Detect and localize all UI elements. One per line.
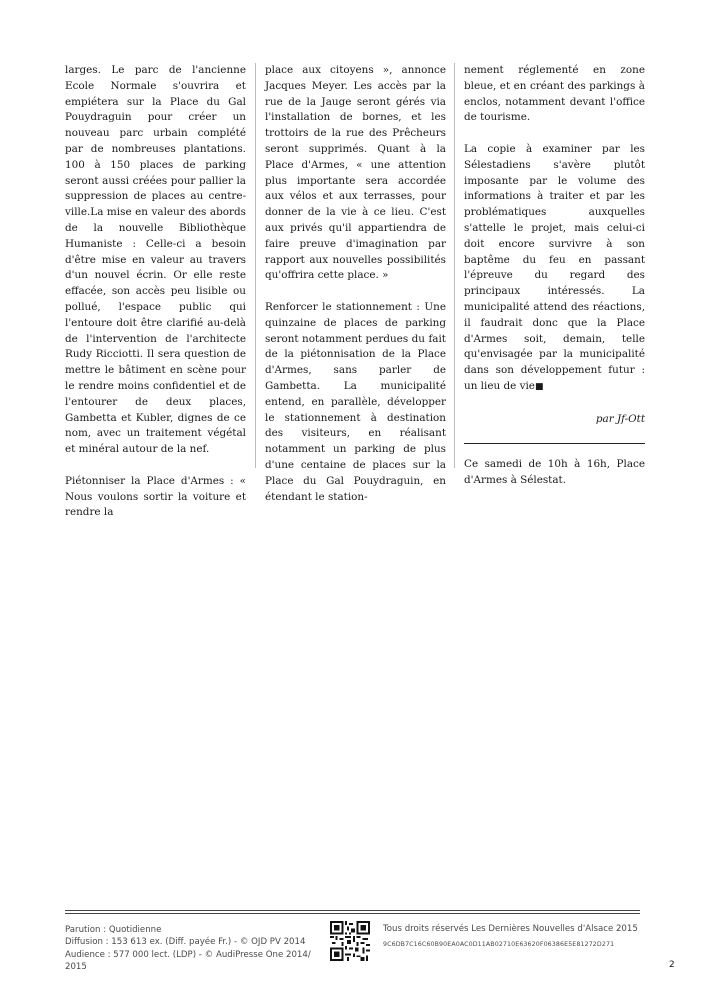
article-paragraph: nement réglementé en zone bleue, et en créant des parkings à enclos, notamment devant l'office de tourisme. (464, 64, 645, 124)
page-number: 2 (669, 960, 675, 970)
footer-rights-info (383, 923, 643, 952)
article-paragraph: Piétonniser la Place d'Armes : « Nous voulons sortir la voiture et rendre la (65, 474, 246, 519)
info-separator (464, 443, 645, 444)
article-column-3 (464, 63, 645, 489)
column-divider (255, 63, 256, 468)
parution-text: Parution : Quotidienne (65, 925, 162, 935)
column-divider (454, 63, 455, 468)
article-paragraph: place aux citoyens », annonce Jacques Meyer. Les accès par la rue de la Jauge seront gérés via l'installation de bornes, et les trottoirs de la rue des Prêcheurs seront supprimés. Quant à la Place d'Armes, « une attention plus importante sera accordée aux vélos et aux terrasses, pour donner de la vie à ce lieu. C'est aux privés qu'il appartiendra de faire preuve d'imagination par rapport aux nouvelles possibilités qu'offrira cette place. » (265, 64, 446, 282)
article-column-1 (65, 63, 246, 521)
footer-rule (65, 913, 640, 914)
qr-code-icon (330, 921, 370, 961)
article-column-2 (265, 63, 446, 505)
footer-rule (65, 910, 640, 911)
footer-publication-info (65, 924, 315, 973)
article-paragraph: Renforcer le stationnement : Une quinzaine de places de parking seront notamment perdues du fait de la piétonnisation de la Place d'Armes, sans parler de Gambetta. La municipalité entend, en parallèle, développer le stationnement à destination des visiteurs, en réalisant notamment un parking de plus d'une centaine de places sur la Place du Gal Pouydraguin, en étendant le station- (265, 300, 446, 503)
document-hash: 9C6DB7C16C60B90EA0AC0D11AB02710E63620F06386E5E81272D271 (383, 941, 615, 949)
diffusion-text: Diffusion : 153 613 ex. (Diff. payée Fr.) - © OJD PV 2014 (65, 937, 306, 948)
article-paragraph (464, 142, 645, 396)
byline: par Jf-Ott (595, 412, 645, 425)
audience-text: Audience : 577 000 lect. (LDP) - © AudiPresse One 2014/ 2015 (65, 949, 311, 972)
copyright-text: Tous droits réservés Les Dernières Nouvelles d'Alsace 2015 (383, 924, 638, 934)
article-paragraph-text: La copie à examiner par les Sélestadiens s'avère plutôt imposante par le volume des informations à traiter et par les problématiques auxquelles s'attelle le projet, mais celui-ci doit encore survivre à son baptême du feu en passant l'épreuve du regard des principaux intéressés. La municipalité attend des réactions, il faudrait donc que la Place d'Armes soit, demain, telle qu'envisagée par la municipalité dans son développement futur : un lieu de vie (464, 142, 645, 392)
event-info: Ce samedi de 10h à 16h, Place d'Armes à Sélestat. (464, 458, 645, 486)
end-mark-icon: ■ (534, 381, 544, 392)
article-paragraph: larges. Le parc de l'ancienne Ecole Normale s'ouvrira et empiétera sur la Place du Gal Pouydraguin pour créer un nouveau parc urbain complété par de nombreuses plantations. 100 à 150 places de parking seront aussi créées pour pallier la suppression de places au centre-ville.La mise en valeur des abords de la nouvelle Bibliothèque Humaniste : Celle-ci a besoin d'être mise en valeur au travers d'un nouvel écrin. Or elle reste effacée, son accès peu lisible ou pollué, l'espace public qui l'entoure doit être clarifié au-delà de l'intervention de l'architecte Rudy Ricciotti. Il sera question de mettre le bâtiment en scène pour le rendre moins confidentiel et de l'entourer de deux places, Gambetta et Kubler, dignes de ce nom, avec un traitement végétal et minéral autour de la nef. (65, 64, 246, 456)
